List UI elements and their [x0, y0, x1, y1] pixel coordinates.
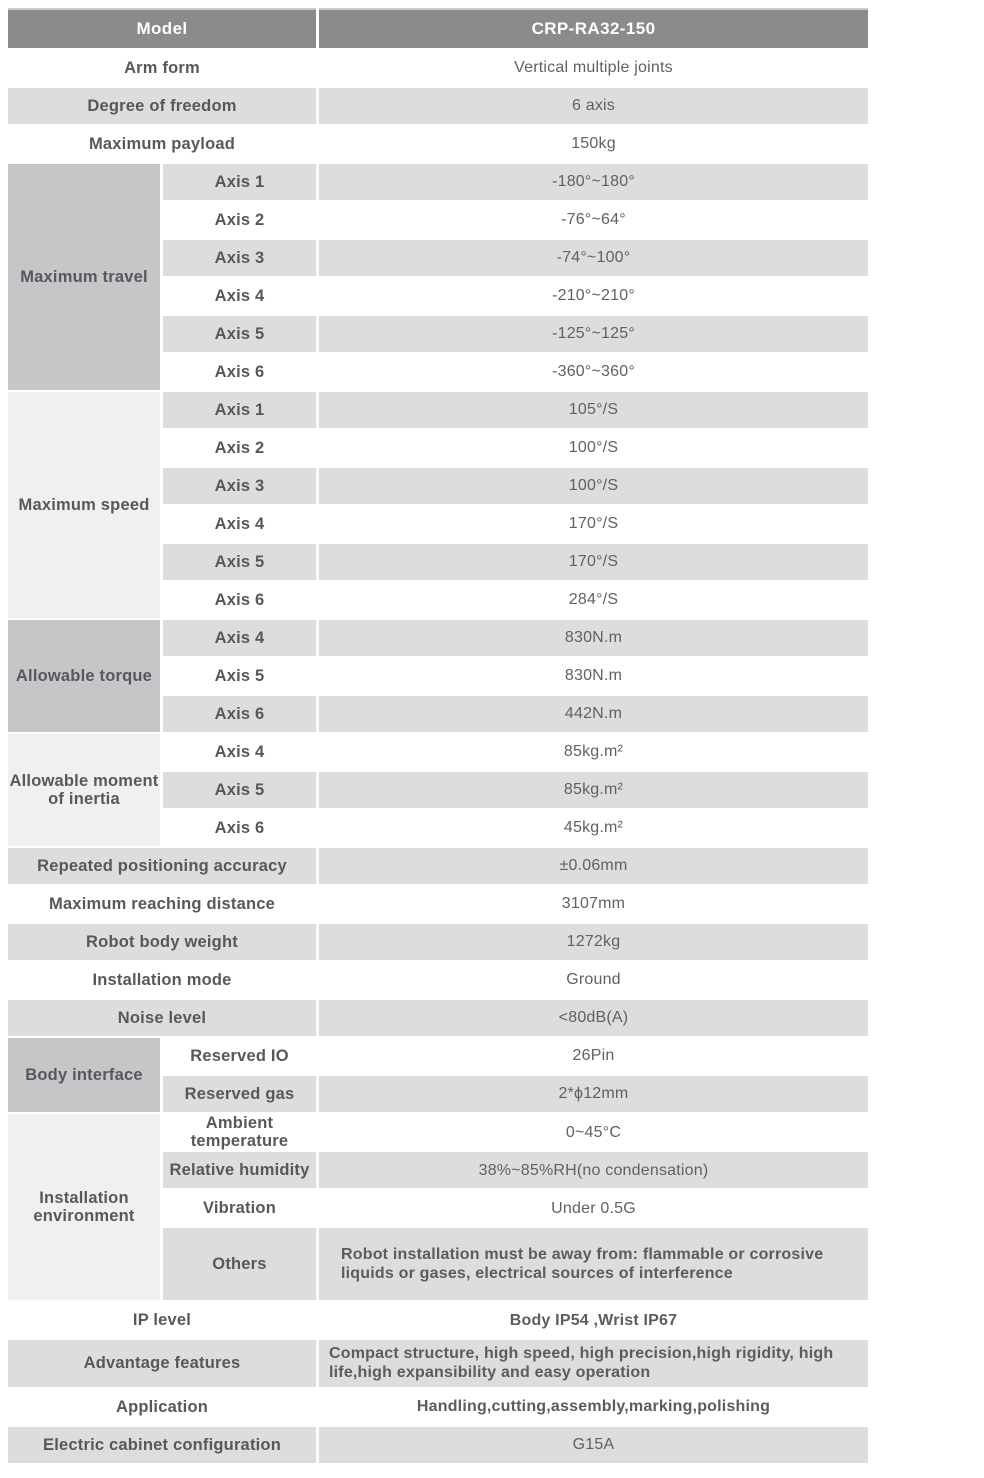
spec-value: Ground: [319, 962, 868, 998]
group-label: Maximum speed: [8, 392, 160, 618]
spec-value: 2*ϕ12mm: [319, 1076, 868, 1112]
spec-value: ±0.06mm: [319, 848, 868, 884]
spec-label: Noise level: [8, 1000, 316, 1036]
group-rows: [163, 734, 868, 846]
group-label: Body interface: [8, 1038, 160, 1112]
group-label: Maximum travel: [8, 164, 160, 390]
row-inertia-axis-4: [163, 734, 868, 770]
spec-label: Reserved IO: [163, 1038, 316, 1074]
spec-label: Others: [163, 1228, 316, 1300]
spec-value: 6 axis: [319, 88, 868, 124]
axis-value: 100°/S: [319, 430, 868, 466]
axis-label: Axis 2: [163, 202, 316, 238]
row-relative-humidity: [163, 1152, 868, 1188]
spec-value: G15A: [319, 1427, 868, 1463]
row-travel-axis-2: [163, 202, 868, 238]
group-rows: [163, 1114, 868, 1300]
row-arm-form: [8, 50, 868, 86]
row-speed-axis-2: [163, 430, 868, 466]
row-degree-of-freedom: [8, 88, 868, 124]
spec-value: Under 0.5G: [319, 1190, 868, 1226]
axis-value: 284°/S: [319, 582, 868, 618]
axis-value: 170°/S: [319, 544, 868, 580]
model-label: Model: [8, 8, 316, 48]
row-others: [163, 1228, 868, 1300]
group-label: Allowable moment of inertia: [8, 734, 160, 846]
row-inertia-axis-5: [163, 772, 868, 808]
row-torque-axis-4: [163, 620, 868, 656]
group-body-interface: [8, 1038, 868, 1112]
spec-label: Maximum reaching distance: [8, 886, 316, 922]
axis-label: Axis 4: [163, 620, 316, 656]
row-travel-axis-5: [163, 316, 868, 352]
spec-value: <80dB(A): [319, 1000, 868, 1036]
group-rows: [163, 1038, 868, 1112]
spec-value: Vertical multiple joints: [319, 50, 868, 86]
spec-label: Installation mode: [8, 962, 316, 998]
spec-value: 38%~85%RH(no condensation): [319, 1152, 868, 1188]
axis-label: Axis 5: [163, 316, 316, 352]
row-torque-axis-6: [163, 696, 868, 732]
spec-value: Body IP54 ,Wrist IP67: [319, 1302, 868, 1338]
row-model: [8, 8, 868, 48]
spec-label: Robot body weight: [8, 924, 316, 960]
row-repeated-positioning-accuracy: [8, 848, 868, 884]
axis-label: Axis 3: [163, 468, 316, 504]
row-maximum-payload: [8, 126, 868, 162]
spec-value: 1272kg: [319, 924, 868, 960]
axis-value: 105°/S: [319, 392, 868, 428]
row-travel-axis-6: [163, 354, 868, 390]
row-travel-axis-3: [163, 240, 868, 276]
axis-value: 442N.m: [319, 696, 868, 732]
group-rows: [163, 620, 868, 732]
spec-value: 150kg: [319, 126, 868, 162]
axis-label: Axis 5: [163, 772, 316, 808]
axis-label: Axis 4: [163, 506, 316, 542]
spec-label: Advantage features: [8, 1340, 316, 1386]
axis-value: 45kg.m²: [319, 810, 868, 846]
spec-label: Relative humidity: [163, 1152, 316, 1188]
axis-label: Axis 1: [163, 164, 316, 200]
axis-label: Axis 6: [163, 696, 316, 732]
group-allowable-torque: [8, 620, 868, 732]
spec-value: Robot installation must be away from: flammable or corrosive liquids or gases, electrical sources of interference: [319, 1228, 868, 1300]
row-speed-axis-6: [163, 582, 868, 618]
row-ambient-temperature: [163, 1114, 868, 1150]
row-ip-level: [8, 1302, 868, 1338]
axis-label: Axis 5: [163, 658, 316, 694]
axis-value: 100°/S: [319, 468, 868, 504]
axis-value: -210°~210°: [319, 278, 868, 314]
spec-value: Compact structure, high speed, high precision,high rigidity, high life,high expansibility and easy operation: [319, 1340, 868, 1386]
axis-label: Axis 2: [163, 430, 316, 466]
axis-label: Axis 4: [163, 278, 316, 314]
spec-value: 0~45°C: [319, 1114, 868, 1150]
group-label: Allowable torque: [8, 620, 160, 732]
spec-label: Application: [8, 1389, 316, 1425]
spec-value: 3107mm: [319, 886, 868, 922]
group-allowable-moment-of-inertia: [8, 734, 868, 846]
row-inertia-axis-6: [163, 810, 868, 846]
row-reserved-io: [163, 1038, 868, 1074]
axis-label: Axis 5: [163, 544, 316, 580]
spec-table: [8, 8, 868, 1463]
axis-value: 170°/S: [319, 506, 868, 542]
axis-label: Axis 6: [163, 582, 316, 618]
spec-label: Repeated positioning accuracy: [8, 848, 316, 884]
axis-value: -125°~125°: [319, 316, 868, 352]
row-advantage-features: [8, 1340, 868, 1386]
axis-value: -76°~64°: [319, 202, 868, 238]
group-rows: [163, 392, 868, 618]
row-speed-axis-5: [163, 544, 868, 580]
row-travel-axis-4: [163, 278, 868, 314]
spec-value: Handling,cutting,assembly,marking,polishing: [319, 1389, 868, 1425]
row-reserved-gas: [163, 1076, 868, 1112]
group-maximum-travel: [8, 164, 868, 390]
row-maximum-reaching-distance: [8, 886, 868, 922]
row-electric-cabinet-configuration: [8, 1427, 868, 1463]
spec-label: Reserved gas: [163, 1076, 316, 1112]
group-rows: [163, 164, 868, 390]
axis-value: -74°~100°: [319, 240, 868, 276]
spec-label: Arm form: [8, 50, 316, 86]
axis-label: Axis 6: [163, 354, 316, 390]
row-application: [8, 1389, 868, 1425]
row-noise-level: [8, 1000, 868, 1036]
row-robot-body-weight: [8, 924, 868, 960]
axis-label: Axis 1: [163, 392, 316, 428]
row-speed-axis-3: [163, 468, 868, 504]
row-speed-axis-1: [163, 392, 868, 428]
spec-label: IP level: [8, 1302, 316, 1338]
axis-value: 830N.m: [319, 620, 868, 656]
axis-value: -180°~180°: [319, 164, 868, 200]
spec-label: Degree of freedom: [8, 88, 316, 124]
row-travel-axis-1: [163, 164, 868, 200]
spec-value: 26Pin: [319, 1038, 868, 1074]
model-value: CRP-RA32-150: [319, 8, 868, 48]
row-speed-axis-4: [163, 506, 868, 542]
group-label: Installation environment: [8, 1114, 160, 1300]
row-installation-mode: [8, 962, 868, 998]
spec-label: Ambient temperature: [163, 1114, 316, 1150]
row-torque-axis-5: [163, 658, 868, 694]
spec-label: Maximum payload: [8, 126, 316, 162]
axis-label: Axis 6: [163, 810, 316, 846]
spec-label: Vibration: [163, 1190, 316, 1226]
group-installation-environment: [8, 1114, 868, 1300]
axis-value: 830N.m: [319, 658, 868, 694]
axis-value: 85kg.m²: [319, 734, 868, 770]
axis-value: -360°~360°: [319, 354, 868, 390]
spec-label: Electric cabinet configuration: [8, 1427, 316, 1463]
axis-value: 85kg.m²: [319, 772, 868, 808]
group-maximum-speed: [8, 392, 868, 618]
axis-label: Axis 3: [163, 240, 316, 276]
axis-label: Axis 4: [163, 734, 316, 770]
row-vibration: [163, 1190, 868, 1226]
